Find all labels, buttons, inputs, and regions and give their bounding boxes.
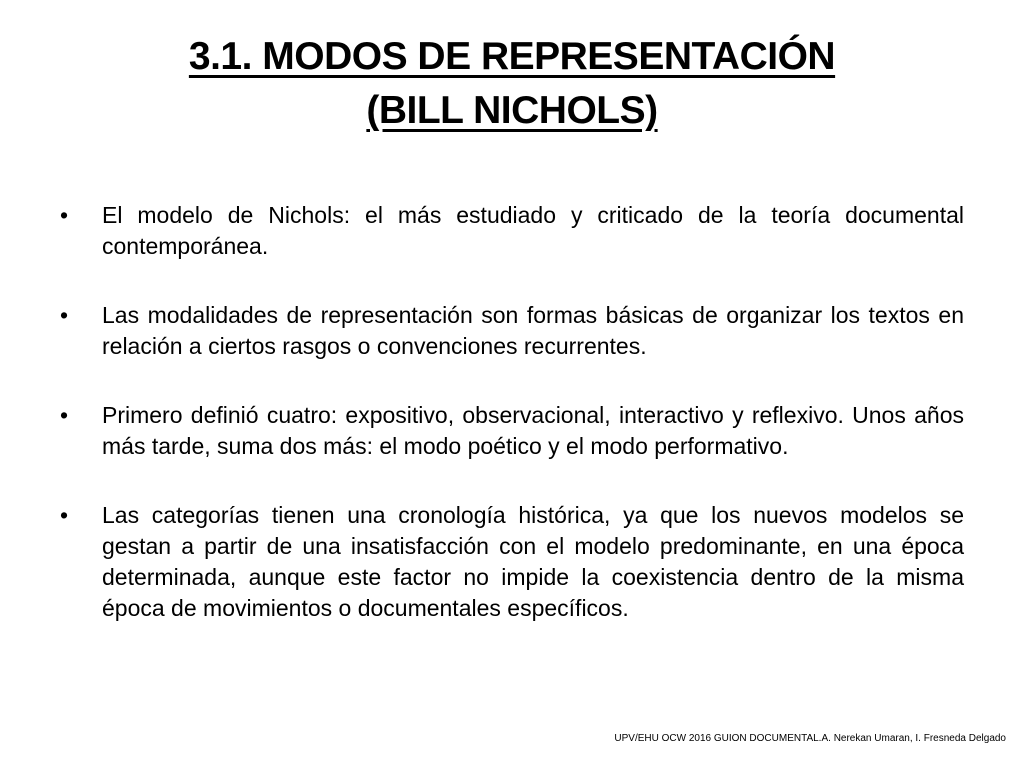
title-line-1: 3.1. MODOS DE REPRESENTACIÓN xyxy=(188,35,836,78)
bullet-dot-icon: • xyxy=(60,302,69,328)
bullet-item xyxy=(60,300,964,362)
bullet-item xyxy=(60,200,964,262)
bullet-dot-icon: • xyxy=(60,202,69,228)
slide-title xyxy=(60,30,964,138)
title-line-2: (BILL NICHOLS) xyxy=(366,89,658,132)
slide-footer: UPV/EHU OCW 2016 GUION DOCUMENTAL.A. Nerekan Umaran, I. Fresneda Delgado xyxy=(614,733,1006,744)
bullet-item xyxy=(60,400,964,462)
bullet-text: El modelo de Nichols: el más estudiado y criticado de la teoría documental contemporánea. xyxy=(102,202,964,259)
bullet-text: Las modalidades de representación son formas básicas de organizar los textos en relación a ciertos rasgos o convenciones recurrentes. xyxy=(102,302,964,359)
bullet-dot-icon: • xyxy=(60,402,69,428)
bullet-list xyxy=(60,200,964,662)
bullet-text: Las categorías tienen una cronología histórica, ya que los nuevos modelos se gestan a partir de una insatisfacción con el modelo predominante, en una época determinada, aunque este factor no impide la coexistencia dentro de la misma época de movimientos o documentales específicos. xyxy=(102,502,964,621)
bullet-item xyxy=(60,500,964,624)
bullet-text: Primero definió cuatro: expositivo, observacional, interactivo y reflexivo. Unos años más tarde, suma dos más: el modo poético y el modo performativo. xyxy=(102,402,964,459)
bullet-dot-icon: • xyxy=(60,502,69,528)
